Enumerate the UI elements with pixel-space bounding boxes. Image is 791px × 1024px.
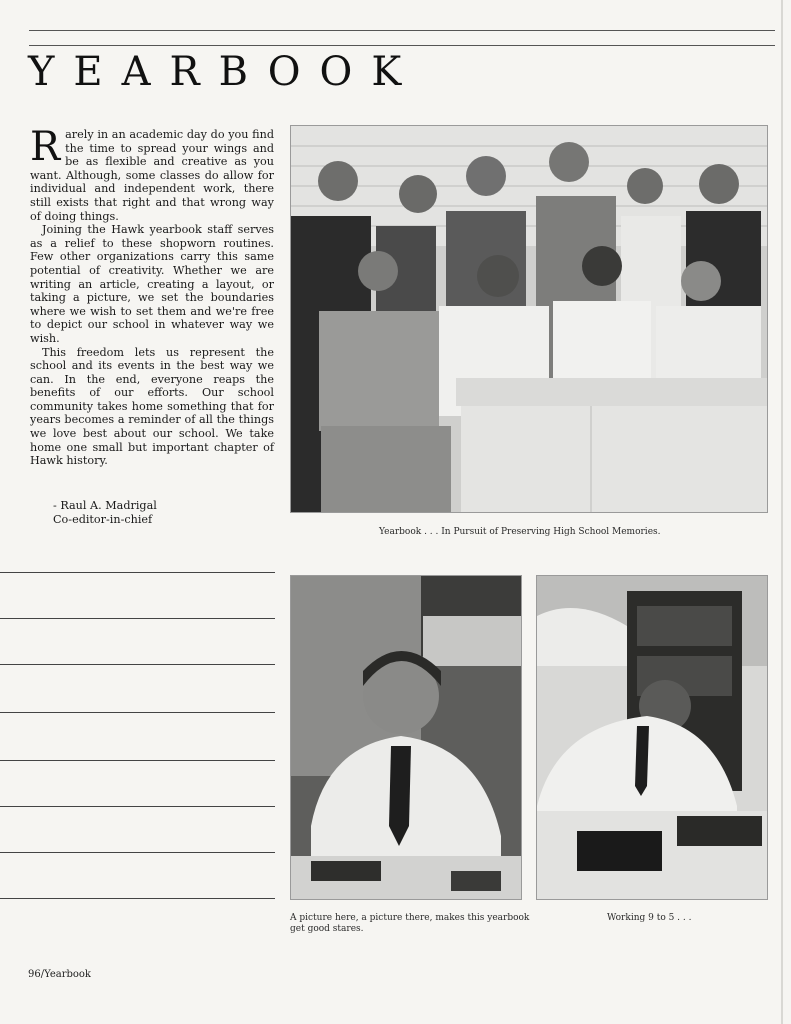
signature-role: Co-editor-in-chief [53,513,153,526]
page-title: YEARBOOK [28,49,421,95]
article-paragraph [30,124,274,223]
group-photo-caption: Yearbook . . . In Pursuit of Preserving High School Memories. [379,527,661,537]
top-rule-second [29,45,775,46]
top-rule [29,30,775,31]
side-rule [0,806,275,807]
student-photo-right [536,575,768,900]
drop-cap: R [30,124,61,170]
side-rule [0,760,275,761]
article-paragraph: This freedom lets us represent the school and its events in the best way we can. In the end, everyone reaps the benefits of our efforts. Our school community takes home something that for years becomes a reminder of all the things we love best about our school. We take home one small but important chapter of Hawk history. [30,345,274,468]
student-photo-left [290,575,522,900]
signature [53,499,157,527]
right-photo-caption: Working 9 to 5 . . . [607,913,692,923]
article-paragraph: Joining the Hawk yearbook staff serves as a relief to these shopworn routines. Few other organizations carry this same potential of creativity. Whether we are writing an article, creating a layout, or taking a picture, we set the boundaries where we wish to set them and we're free to depict our school in whatever way we wish. [30,223,274,345]
side-rule [0,618,275,619]
side-rule [0,852,275,853]
side-rule [0,572,275,573]
page-edge [781,0,783,1024]
paragraph-text: arely in an academic day do you find the time to spread your wings and be as flexible and creative as you want. Although, some classes do allow for individual and independent work, there still exists that right and that wrong way of doing things. [30,128,274,223]
side-rule [0,898,275,899]
side-rule [0,664,275,665]
page-folio: 96/Yearbook [28,969,91,980]
side-rule [0,712,275,713]
left-photo-caption: A picture here, a picture there, makes this yearbook get good stares. [290,913,530,934]
article-body [30,124,274,468]
group-photo [290,125,768,513]
signature-name: - Raul A. Madrigal [53,499,157,512]
